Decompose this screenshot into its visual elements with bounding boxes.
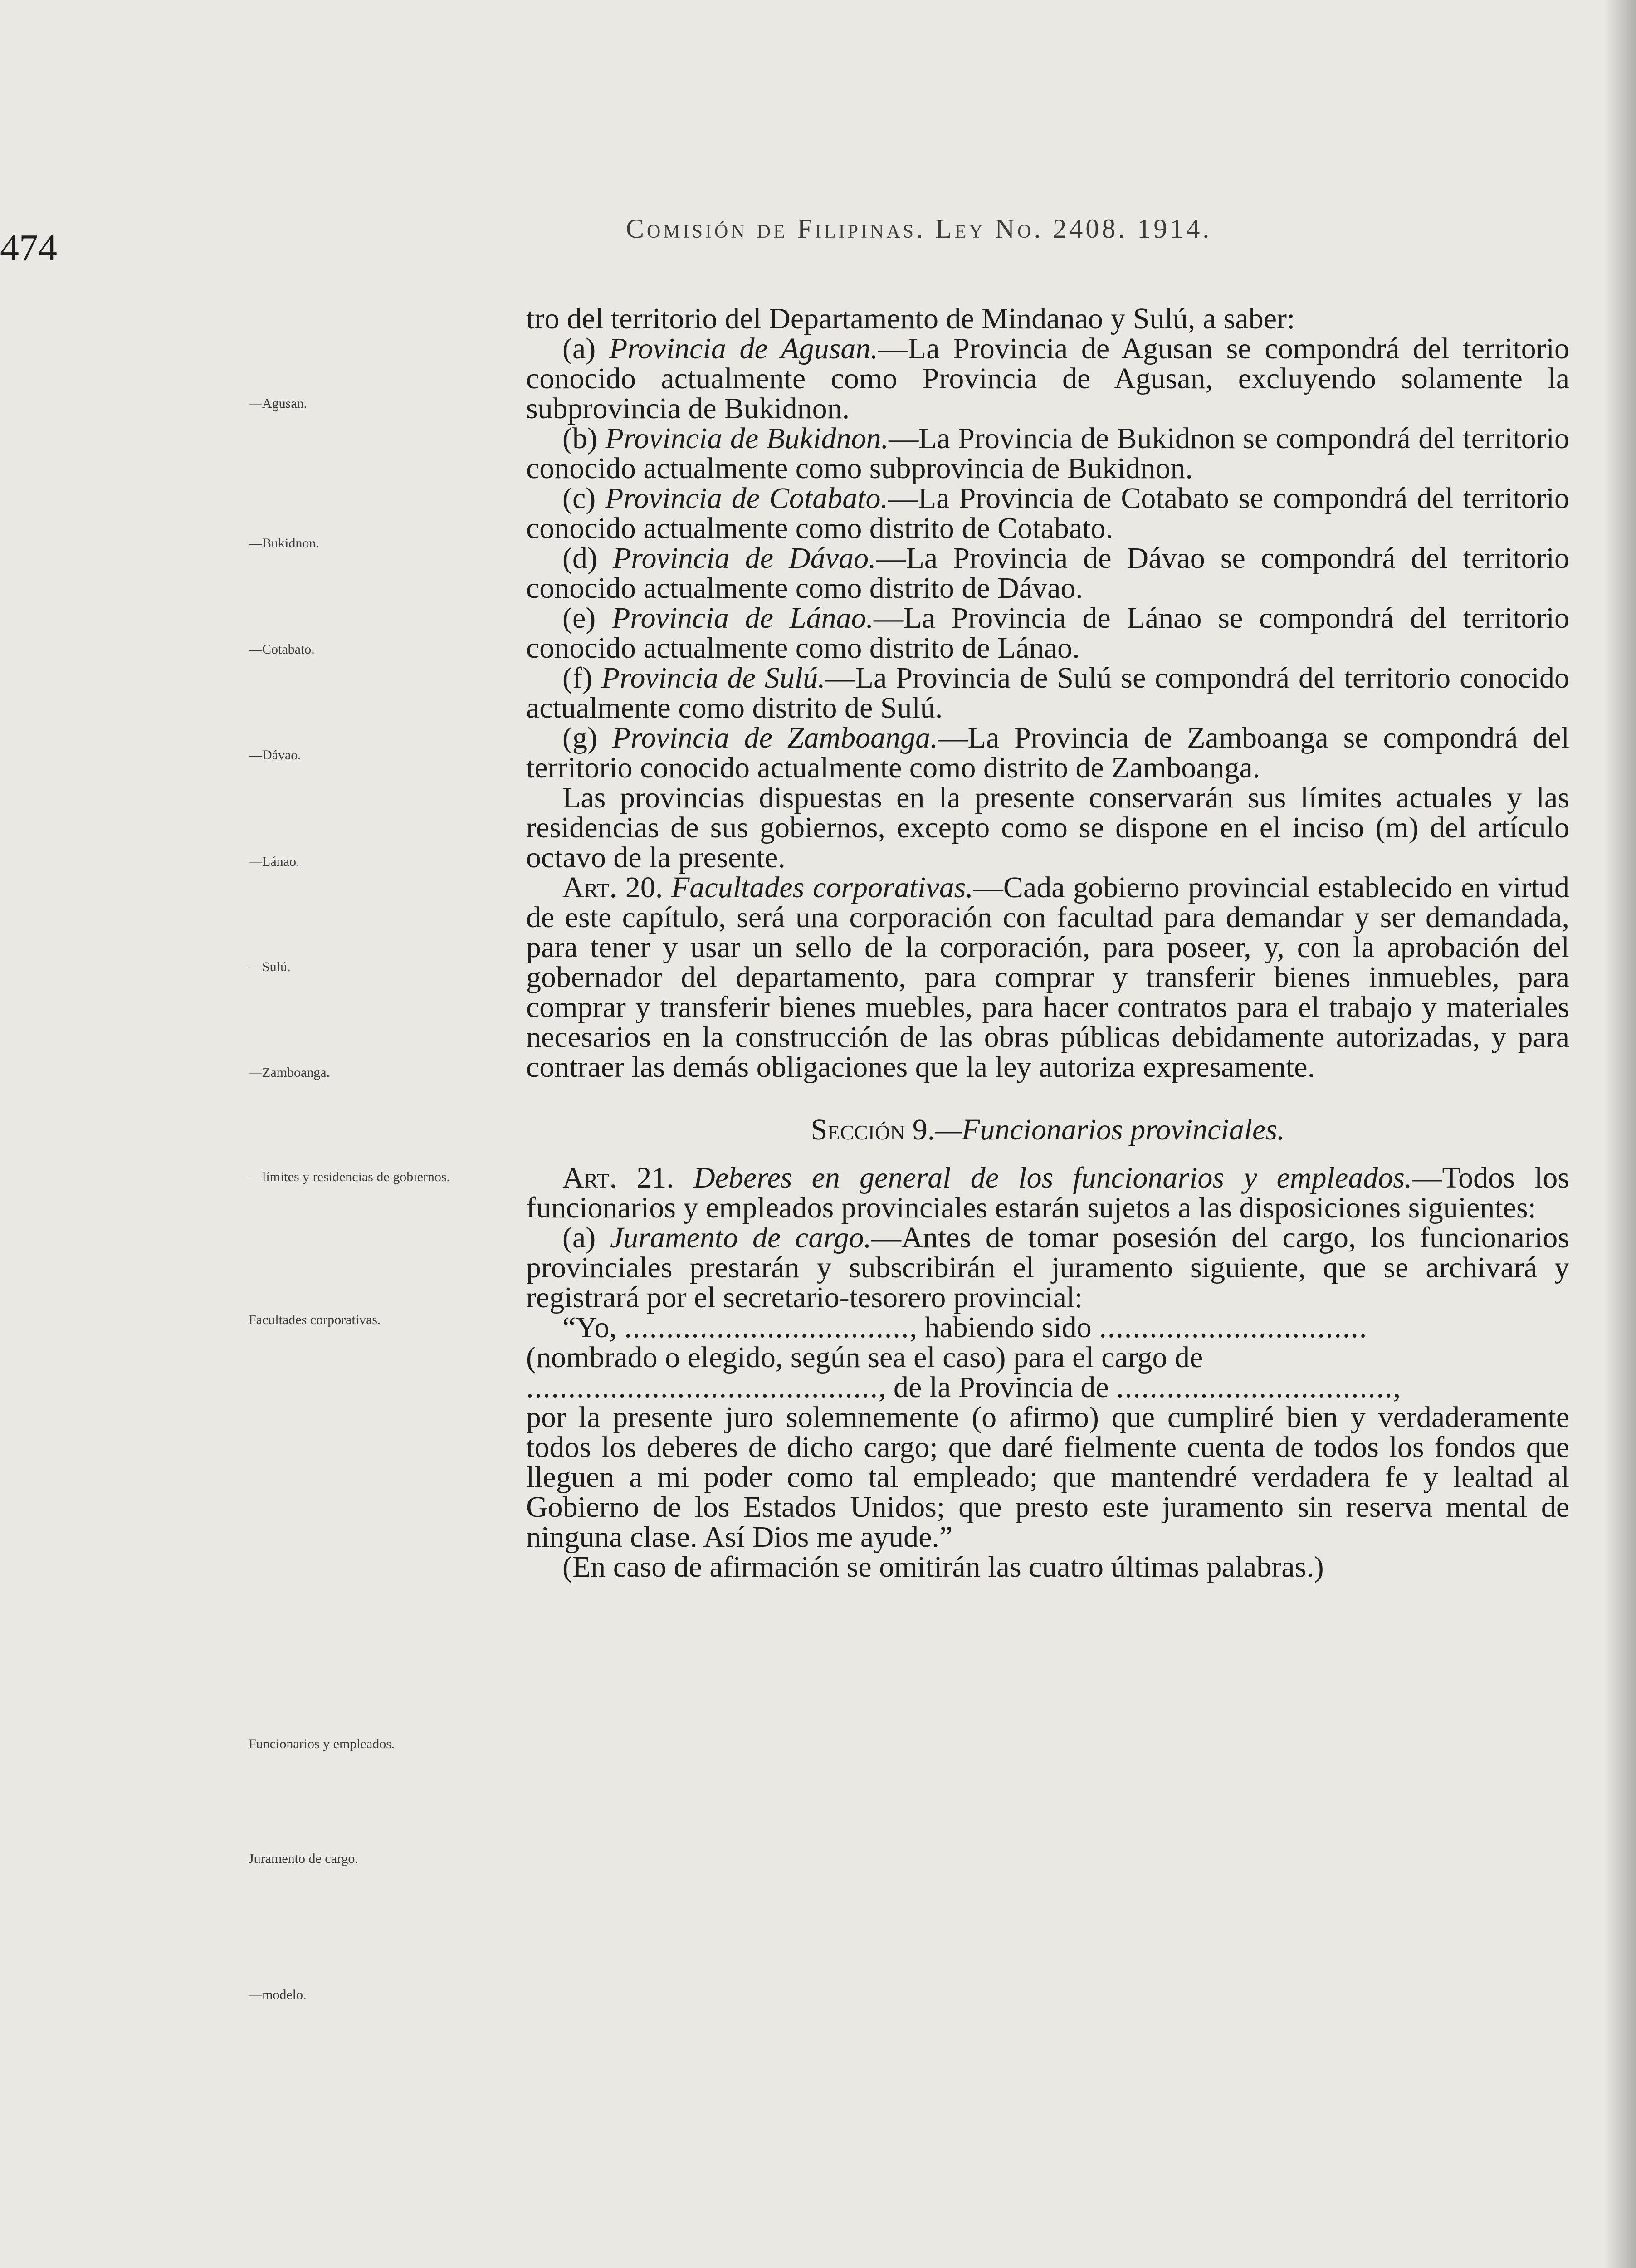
oath-line-1: [526, 1313, 1569, 1343]
section-heading: [526, 1115, 1569, 1145]
paragraph-sulu: [526, 663, 1569, 723]
item-text: —La Provincia de Dávao se compondrá del territorio conocido actualmente como distrito de Dávao.: [526, 542, 1569, 605]
section-title: —Funcionarios provinciales.: [935, 1113, 1285, 1146]
section-label: Sección 9.: [811, 1113, 935, 1146]
item-text: —La Provincia de Cotabato se compondrá del territorio conocido actualmente como distrito de Cotabato.: [526, 482, 1569, 545]
paragraph-afirmacion: (En caso de afirmación se omitirán las cuatro últimas palabras.): [562, 1550, 1324, 1584]
margin-note-bukidnon: —Bukidnon.: [249, 536, 319, 551]
item-text: —La Provincia de Agusan se compondrá del territorio conocido actualmente como Provincia de Agusan, excluyendo solamente la subprovincia de Bukidnon.: [526, 332, 1569, 425]
oath-line-2: (nombrado o elegido, según sea el caso) para el cargo de: [526, 1341, 1203, 1374]
paragraph-lanao: [526, 603, 1569, 663]
paragraph-limites: Las provincias dispuestas en la presente conservarán sus límites actuales y las residencias de sus gobiernos, excepto como se dispone en el inciso (m) del artículo octavo de la presente.: [526, 781, 1569, 874]
item-title: Provincia de Lánao.: [612, 601, 874, 635]
paragraph-agusan: [526, 334, 1569, 424]
page-gutter-shadow: [1604, 0, 1636, 2268]
oath-text: , habiendo sido: [909, 1311, 1099, 1344]
blank-status: ................................: [1099, 1311, 1368, 1344]
item-label: (c): [562, 482, 606, 515]
item-text: —La Provincia de Bukidnon se compondrá del territorio conocido actualmente como subprovincia de Bukidnon.: [526, 422, 1569, 485]
oath-text: ,: [1393, 1371, 1401, 1404]
item-title: Provincia de Cotabato.: [605, 482, 889, 515]
item-label: (f): [562, 661, 601, 694]
item-label: (e): [562, 601, 612, 635]
oath-text: “Yo,: [562, 1311, 625, 1344]
item-text: —La Provincia de Zamboanga se compondrá del territorio conocido actualmente como distrito de Zamboanga.: [526, 721, 1569, 784]
article-label: Art. 21.: [562, 1161, 693, 1194]
margin-note-cotabato: —Cotabato.: [249, 642, 315, 657]
blank-province: .................................: [1116, 1371, 1393, 1404]
item-title: Provincia de Bukidnon.: [605, 422, 889, 455]
article-title: Deberes en general de los funcionarios y empleados.: [693, 1161, 1412, 1194]
paragraph-zamboanga: [526, 723, 1569, 783]
item-title: Provincia de Agusan.: [609, 332, 878, 365]
item-text: —La Provincia de Sulú se compondrá del territorio conocido actualmente como distrito de Sulú.: [526, 661, 1569, 724]
article-text: —Cada gobierno provincial establecido en virtud de este capítulo, será una corporación con facultad para demandar y ser demandada, para tener y usar un sello de la corporación, para poseer, y, con la aprobación del gobernador del departamento, para comprar y transferir bienes inmuebles, para comprar y transferir bienes muebles, para hacer contratos para el trabajo y materiales necesarios en la construcción de las obras públicas debidamente autorizadas, y para contraer las demás obligaciones que la ley autoriza expresamente.: [526, 871, 1569, 1084]
paragraph-cotabato: [526, 484, 1569, 543]
body-text: [526, 304, 1569, 1582]
item-label: (d): [562, 542, 613, 575]
intro-paragraph: tro del territorio del Departamento de Mindanao y Sulú, a saber:: [526, 302, 1295, 335]
margin-note-lanao: —Lánao.: [249, 854, 300, 869]
oath-body: por la presente juro solemnemente (o afirmo) que cumpliré bien y verdaderamente todos los deberes de dicho cargo; que daré fielmente cuenta de todos los fondos que lleguen a mi poder como tal empleado; que mantendré verdadera fe y lealtad al Gobierno de los Estados Unidos; que presto este juramento sin reserva mental de ninguna clase. Así Dios me ayude.”: [526, 1401, 1569, 1554]
running-head: Comisión de Filipinas. Ley No. 2408. 1914.: [626, 214, 1212, 244]
item-text: —La Provincia de Lánao se compondrá del territorio conocido actualmente como distrito de Lánao.: [526, 601, 1569, 665]
margin-note-funcionarios: Funcionarios y empleados.: [249, 1736, 395, 1751]
paragraph-bukidnon: [526, 424, 1569, 484]
margin-note-modelo: —modelo.: [249, 1987, 307, 2002]
item-title: Provincia de Sulú.: [601, 661, 825, 694]
blank-name: ..................................: [624, 1311, 910, 1344]
margin-note-agusan: —Agusan.: [249, 396, 308, 411]
article-label: Art. 20.: [562, 871, 672, 904]
item-label: (g): [562, 721, 612, 754]
margin-note-zamboanga: —Zamboanga.: [249, 1065, 330, 1080]
item-title: Juramento de cargo.: [610, 1221, 872, 1254]
margin-note-juramento: Juramento de cargo.: [249, 1851, 358, 1866]
item-title: Provincia de Zamboanga.: [612, 721, 938, 754]
item-label: (b): [562, 422, 606, 455]
paragraph-juramento: [526, 1223, 1569, 1313]
oath-line-3: [526, 1373, 1569, 1403]
item-label: (a): [562, 332, 609, 365]
paragraph-art-20: [526, 873, 1569, 1082]
item-title: Provincia de Dávao.: [612, 542, 876, 575]
item-label: (a): [562, 1221, 610, 1254]
margin-note-davao: —Dávao.: [249, 748, 301, 763]
blank-office: ..........................................: [526, 1371, 879, 1404]
page-number: 474: [0, 227, 57, 269]
margin-note-sulu: —Sulú.: [249, 959, 291, 974]
item-text: —Antes de tomar posesión del cargo, los funcionarios provinciales prestarán y subscribirán el juramento siguiente, que se archivará y registrará por el secretario-tesorero provincial:: [526, 1221, 1569, 1314]
paragraph-davao: [526, 543, 1569, 603]
article-text: —Todos los funcionarios y empleados provinciales estarán sujetos a las disposiciones siguientes:: [526, 1161, 1569, 1224]
margin-note-facultades: Facultades corporativas.: [249, 1312, 381, 1327]
oath-form: [526, 1313, 1569, 1552]
margin-note-limites: —límites y residencias de gobiernos.: [249, 1169, 450, 1184]
oath-text: , de la Provincia de: [879, 1371, 1117, 1404]
paragraph-art-21: [526, 1163, 1569, 1223]
article-title: Facultades corporativas.: [671, 871, 973, 904]
